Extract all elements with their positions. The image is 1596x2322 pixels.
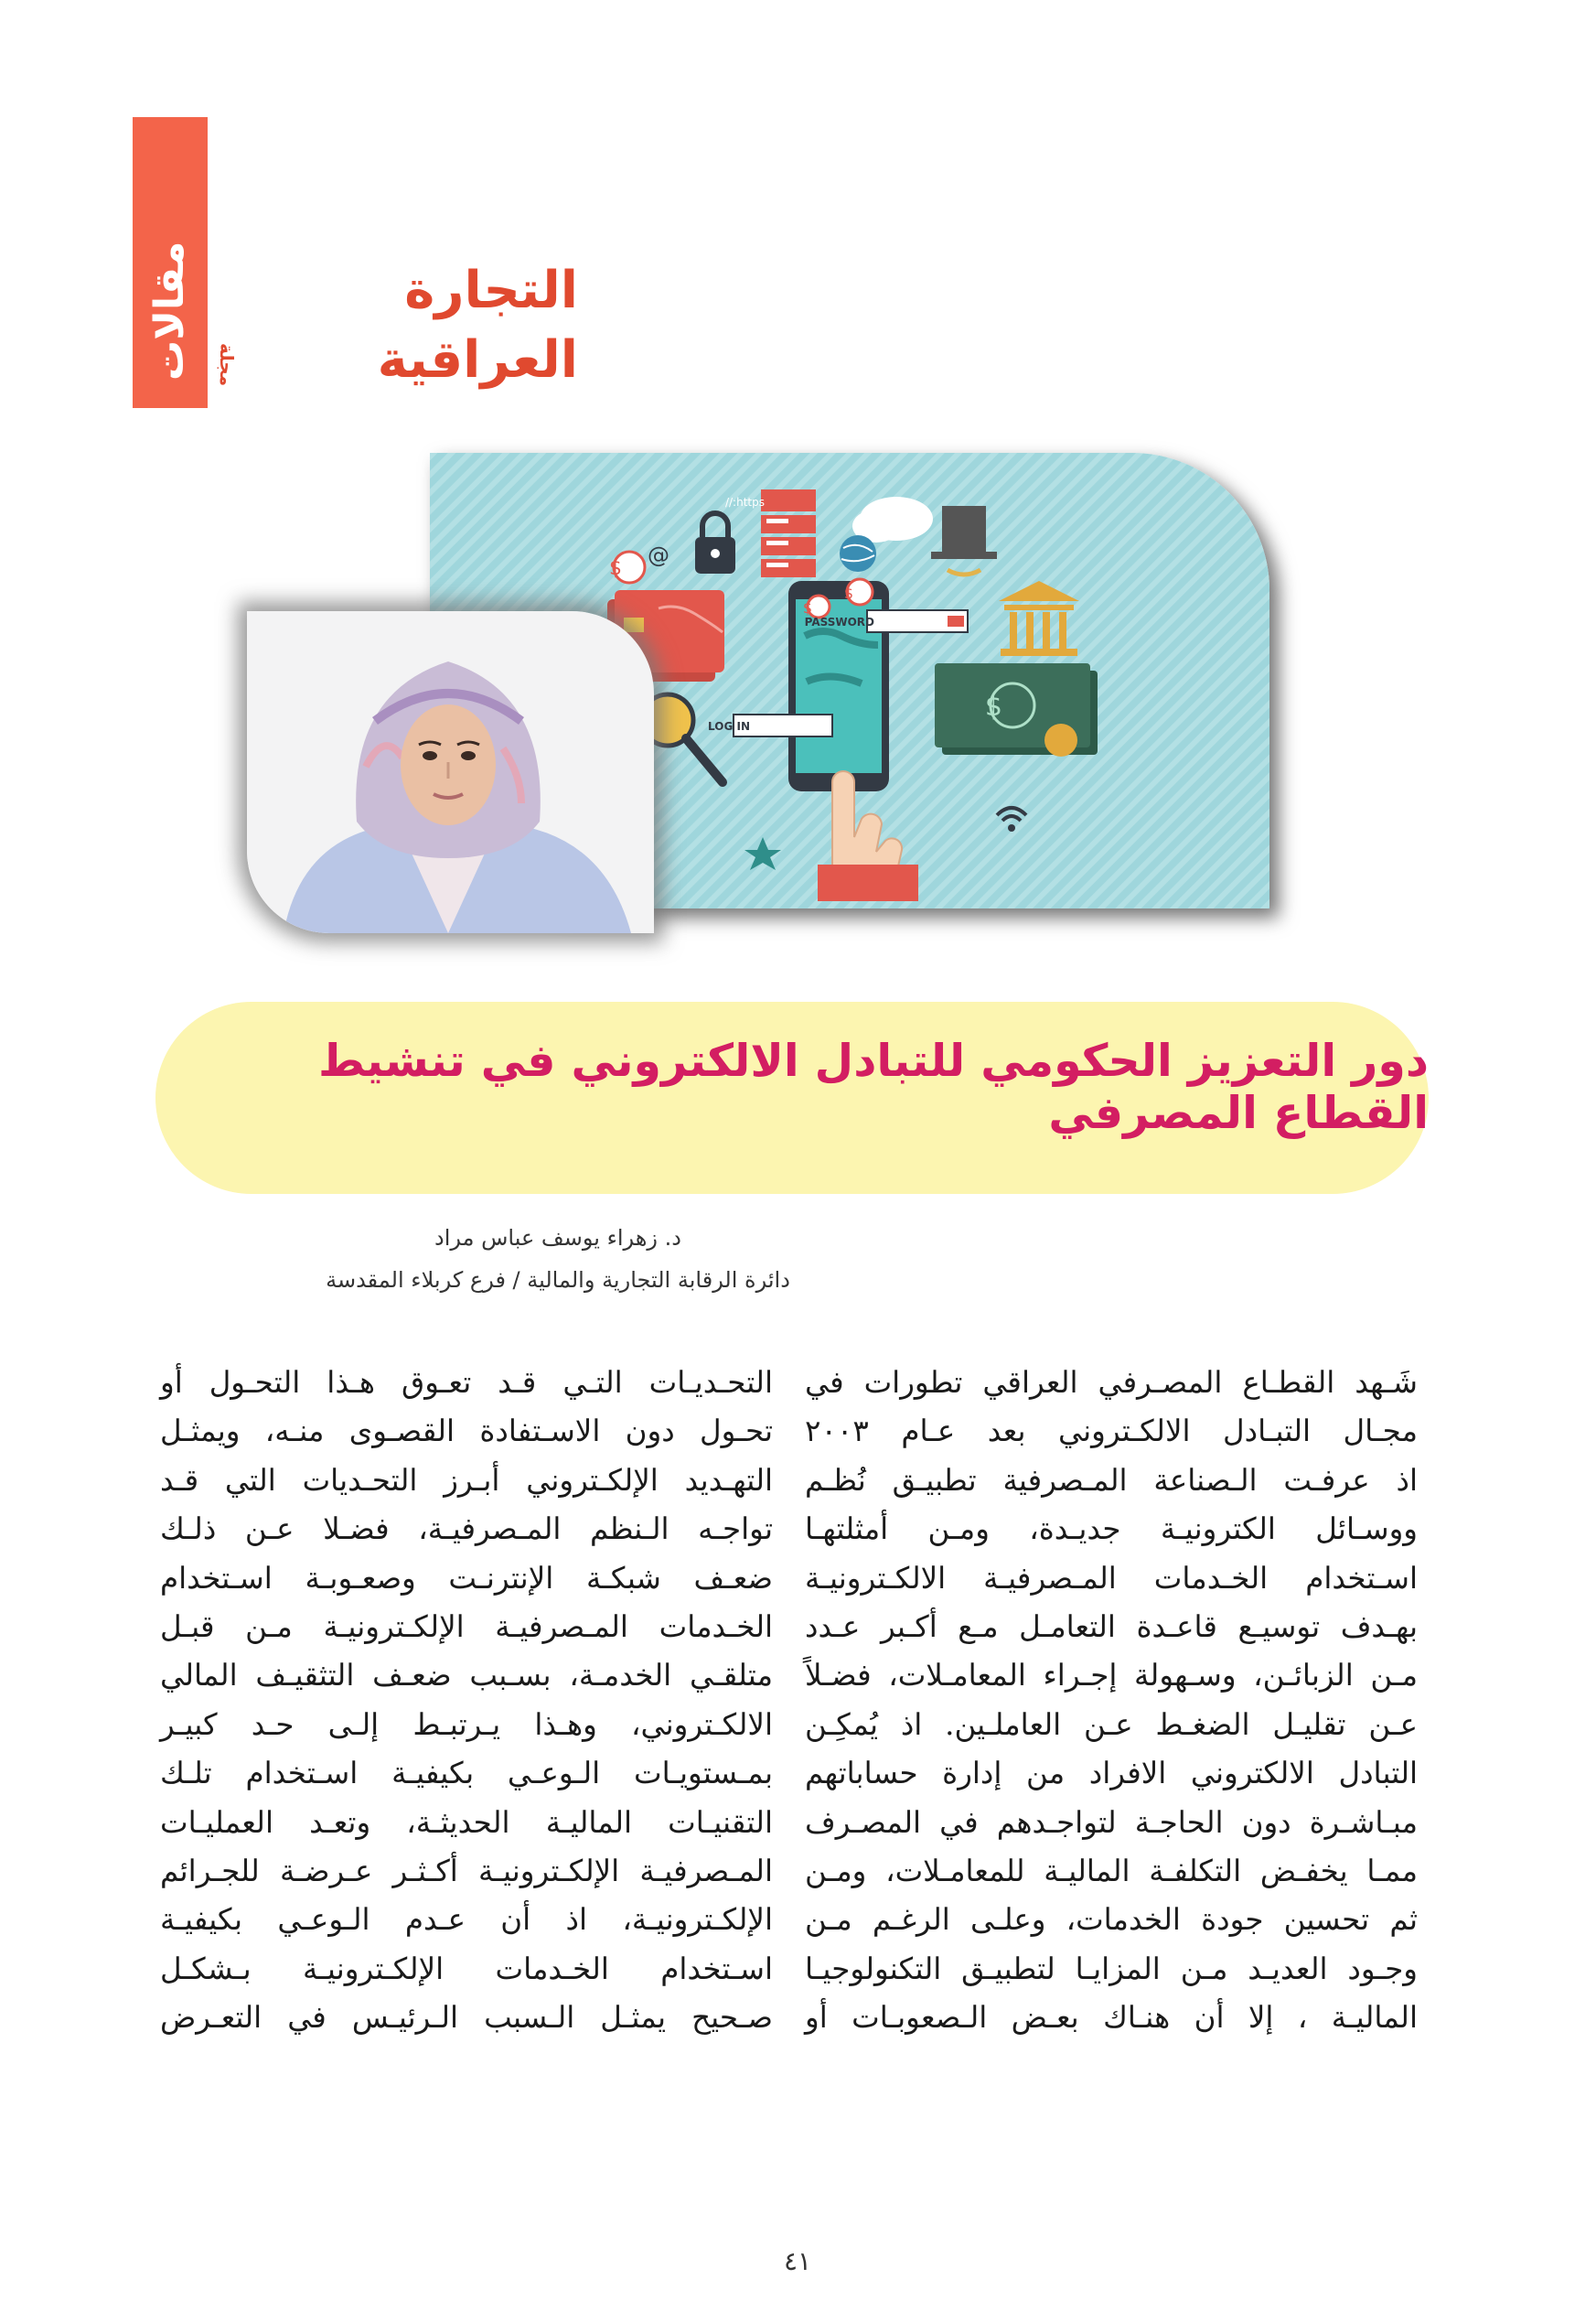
author-name: د. زهراء يوسف عباس مراد: [434, 1225, 681, 1251]
body-text-line: مـن الزبائـن، وسـهولة إجـراء المعامـلات، فضـلاً: [805, 1658, 1418, 1693]
body-text-line: الماليـة ، إلا أن هنـاك بعـض الـصعوبـات أو: [805, 2000, 1418, 2036]
magazine-logo-name: التجارة العراقية: [377, 261, 578, 390]
body-text-line: بمـستويـات الـوعـي بكيفيـة اسـتخدام تلـك: [160, 1756, 773, 1791]
section-label: مقالات: [146, 241, 193, 382]
body-text-line: ووسـائل الكترونيـة جديـدة، ومـن أمثلتهـا: [805, 1511, 1418, 1547]
article-title: دور التعزيز الحكومي للتبادل الالكتروني في تنشيط القطاع المصرفي: [318, 1034, 1429, 1139]
body-text-line: تحـول دون الاسـتفادة القصـوى منـه، ويمثـل: [160, 1414, 773, 1449]
body-text-line: ممـا يخفـض التكلفـة الماليـة للمعامـلات، ومـن: [805, 1853, 1418, 1888]
body-text-line: اسـتخدام الخـدمات الإلكـترونيـة بـشكـل: [160, 1951, 773, 1986]
svg-text:$: $: [609, 557, 622, 580]
body-text-line: اسـتخدام الخـدمات المـصرفيـة الالكـترونيـة: [805, 1560, 1418, 1596]
body-text-line: ضعـف شبكـة الإنترنـت وصعـوبـة اسـتخدام: [160, 1560, 773, 1596]
body-text-line: وجـود العديـد مـن المزايـا لتطبيـق التكنولوجيـا: [805, 1951, 1418, 1986]
body-text-line: صـحيح يمثـل الـسبب الـرئيـس في التعـرض: [160, 2000, 773, 2036]
svg-text:https://: https://: [724, 496, 765, 509]
page-number: ٤١: [783, 2246, 812, 2276]
body-text-line: عـن تقليـل الضغـط عـن العاملـين. اذ يُمكِـن: [805, 1706, 1418, 1742]
svg-text:$: $: [984, 691, 1002, 723]
body-text-line: الإلكـترونيـة، اذ أن عـدم الـوعـي بكيفيـة: [160, 1902, 773, 1938]
body-text-line: التبادل الالكتروني الافراد من إدارة حساباتهم: [805, 1756, 1418, 1791]
title-banner: [155, 1002, 1429, 1194]
body-text-line: بهـدف توسيـع قاعـدة التعامـل مـع أكـبر عـدد: [805, 1608, 1418, 1644]
body-text-line: مبـاشـرة دون الحاجـة لتواجـدهم في المصـرف: [805, 1804, 1418, 1840]
svg-text:$: $: [843, 585, 853, 602]
body-text-line: ثم تحسين جودة الخدمات، وعلـى الرغـم مـن: [805, 1902, 1418, 1938]
svg-text:@: @: [648, 543, 669, 568]
body-text-line: مجـال التبـادل الالكـتروني بعد عـام ٢٠٠٣: [805, 1414, 1418, 1449]
svg-text:$: $: [802, 599, 812, 617]
body-text-line: اذ عرفـت الـصناعة المـصرفية تطبيـق نُظـم: [805, 1462, 1418, 1498]
body-text-line: تواجـه الـنظم المـصرفيـة، فضـلا عـن ذلـك: [160, 1511, 773, 1547]
body-text-line: المـصرفيـة الإلكـترونيـة أكـثـر عـرضـة للجـرائم: [160, 1853, 773, 1888]
body-text-line: التهـديد الإلكـتروني أبـرز التحـديات التي قـد: [160, 1462, 773, 1498]
body-text-line: الالكـتروني، وهـذا يـرتبـط إلـى حـد كبيـر: [160, 1706, 773, 1742]
body-text-line: متلقـي الخدمـة، بسـبب ضعـف التثقيـف المالي: [160, 1658, 773, 1693]
magazine-logo: [212, 261, 578, 395]
byline: [302, 1217, 814, 1301]
body-text-line: التحـديـات التـي قـد تعـوق هـذا التحـول أو: [160, 1365, 773, 1400]
article-column-left: [160, 1359, 773, 2042]
body-text-line: الخـدمات المـصرفيـة الإلكـترونيـة مـن قبـل: [160, 1608, 773, 1644]
magazine-logo-prefix: مجلة: [216, 342, 238, 386]
author-affiliation: دائرة الرقابة التجارية والمالية / فرع كربلاء المقدسة: [326, 1267, 790, 1293]
body-text-line: التقنيـات الماليـة الحديثـة، وتعـد العمليـات: [160, 1804, 773, 1840]
body-text-line: شَـهد القطـاع المصـرفي العراقي تطورات في: [805, 1365, 1418, 1400]
money-bill-icon: [935, 663, 1098, 757]
svg-text:PASSWORD: PASSWORD: [804, 616, 874, 629]
author-photo: [247, 611, 654, 933]
svg-text:LOG IN: LOG IN: [708, 720, 750, 733]
article-column-right: [805, 1359, 1418, 2042]
